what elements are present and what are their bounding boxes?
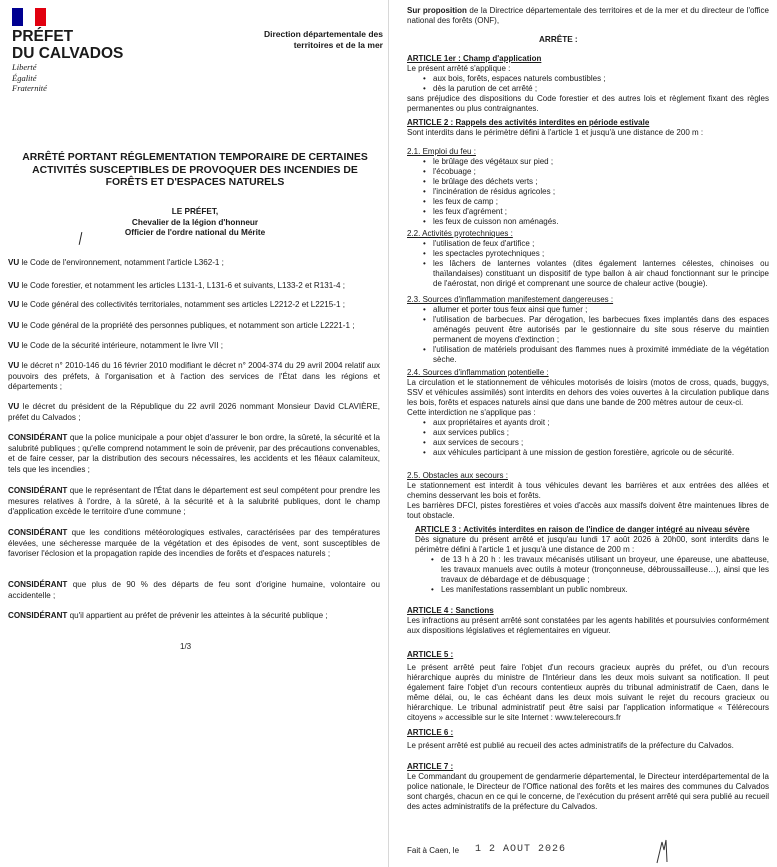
considerant-lead: CONSIDÉRANT xyxy=(8,486,68,495)
list-item: • de 13 h à 20 h : les travaux mécanisés utilisant un broyeur, une épareuse, une abatteuse, les travaux manuels avec outils à moteur (tronçonneuse, débroussailleuse…), ainsi que les travaux de débardage et de débusquage ; xyxy=(441,555,769,585)
proposal-lead: Sur proposition xyxy=(407,6,467,15)
motto-fraternite: Fraternité xyxy=(12,83,47,93)
section-2-5-text-2: Les barrières DFCI, pistes forestières et voies d'accès aux massifs doivent être maintenues libres de tout obstacle. xyxy=(407,501,769,520)
direction-line-1: Direction départementale des xyxy=(263,29,383,39)
date-stamp: 1 2 AOUT 2026 xyxy=(475,844,567,855)
section-2-1-list xyxy=(407,157,769,227)
signature-mark xyxy=(655,838,669,864)
article-2-intro: Sont interdits dans le périmètre défini à l'article 1 et jusqu'à une distance de 200 m : xyxy=(407,128,704,137)
list-item: • allumer et porter tous feux ainsi que fumer ; xyxy=(433,305,769,315)
section-2-2-list xyxy=(407,239,769,289)
article-3-intro: Dès signature du présent arrêté et jusqu'au lundi 17 août 2026 à 20h00, sont interdits dans le périmètre défini à l'article 1 et jusqu'à une distance de 200 m : xyxy=(415,535,769,554)
article-6-text: Le présent arrêté est publié au recueil des actes administratifs de la préfecture du Calvados. xyxy=(407,741,734,750)
section-2-5 xyxy=(407,471,769,521)
list-item: • aux véhicules participant à une mission de gestion forestière, agricole ou de sécurité. xyxy=(433,448,769,458)
article-4-text: Les infractions au présent arrêté sont constatées par les agents habilités et poursuivies conformément aux dispositions législatives et réglementaires en vigueur. xyxy=(407,616,769,635)
prefet-block xyxy=(90,207,300,239)
list-item: • l'incinération de résidus agricoles ; xyxy=(433,187,769,197)
considerant-lead: CONSIDÉRANT xyxy=(8,433,68,442)
visa-text: le Code général de la propriété des personnes publiques, et notamment son article L2221-1 ; xyxy=(19,321,355,330)
article-1-after: sans préjudice des dispositions du Code forestier et des autres lois et règlement fixant des règles permanentes ou plus contraignantes. xyxy=(407,94,769,113)
page-number: 1/3 xyxy=(180,642,192,651)
visa-lead: VU xyxy=(8,300,20,309)
signature-place: Fait à Caen, le xyxy=(407,846,460,855)
proposal-paragraph xyxy=(407,6,769,26)
article-2-title: ARTICLE 2 : Rappels des activités interdites en période estivale xyxy=(407,118,650,127)
list-item: • l'utilisation de barbecues. Par dérogation, les barbecues fixes implantés dans des espaces aménagés peuvent être autorisés par le gestionnaire du site sous réserve du maintien permanent de moyens d'extinction ; xyxy=(433,315,769,345)
list-item: • aux bois, forêts, espaces naturels combustibles ; xyxy=(433,74,769,84)
list-item: • les spectacles pyrotechniques ; xyxy=(433,249,769,259)
visa-text: le décret n° 2010-146 du 16 février 2010 modifiant le décret n° 2004-374 du 29 avril 2004 relatif aux pouvoirs des préfets, à l'organisation et à l'action des services de l'État dans les régions et départements ; xyxy=(8,361,380,392)
article-1-list xyxy=(407,74,769,94)
article-1-title: ARTICLE 1er : Champ d'application xyxy=(407,54,542,63)
visa-paragraph xyxy=(8,341,380,352)
list-item: • l'utilisation de feux d'artifice ; xyxy=(433,239,769,249)
considerant-paragraph xyxy=(8,580,380,601)
article-1 xyxy=(407,54,769,114)
considerant-paragraph xyxy=(8,528,380,560)
visa-lead: VU xyxy=(8,402,20,411)
visa-paragraph xyxy=(8,361,380,393)
prefet-honor-1: Chevalier de la légion d'honneur xyxy=(131,217,259,227)
article-7-title: ARTICLE 7 : xyxy=(407,762,454,771)
list-item: • les feux de camp ; xyxy=(433,197,769,207)
considerant-lead: CONSIDÉRANT xyxy=(8,528,68,537)
section-2-5-text: Le stationnement est interdit à tous véhicules devant les barrières et aux entrées des allées et chemins desservant les bois et forêts. xyxy=(407,481,769,500)
pen-mark xyxy=(79,232,83,245)
section-2-4-exceptions-intro: Cette interdiction ne s'applique pas : xyxy=(407,408,536,417)
article-7 xyxy=(407,762,769,812)
section-2-2-title: 2.2. Activités pyrotechniques : xyxy=(407,229,513,238)
prefecture-logo-title xyxy=(12,28,123,62)
section-2-4-title: 2.4. Sources d'inflammation potentielle : xyxy=(407,368,549,377)
list-item: • le brûlage des déchets verts ; xyxy=(433,177,769,187)
page-right xyxy=(389,0,777,867)
visa-text: le décret du président de la République du 22 avril 2026 nommant Monsieur David CLAVIÈRE, préfet du Calvados ; xyxy=(8,402,380,422)
considerant-text: que le représentant de l'État dans le département est seul compétent pour prendre les mesures relatives à l'ordre, à la sûreté, à la sécurité et à la salubrité publiques, dont le champ d'application excède le territoire d'une commune ; xyxy=(8,486,380,517)
considerant-text: qu'il appartient au préfet de prévenir les atteintes à la sécurité publique ; xyxy=(67,611,328,620)
considerant-paragraph xyxy=(8,611,380,622)
article-5 xyxy=(407,650,769,723)
list-item: • dès la parution de cet arrêté ; xyxy=(433,84,769,94)
visa-text: le Code général des collectivités territoriales, notamment ses articles L2212-2 et L2215-1 ; xyxy=(19,300,345,309)
considerant-text: que les conditions météorologiques estivales, caractérisées par des températures élevées, une sécheresse marquée de la végétation et des épisodes de vent, sont susceptibles de favoriser l'éclosion et la propagation rapide des incendies de forêts et d'espaces naturels ; xyxy=(8,528,380,559)
list-item: • aux propriétaires et ayants droit ; xyxy=(433,418,769,428)
article-2 xyxy=(407,118,769,138)
visa-paragraph xyxy=(8,321,380,332)
section-2-3-title: 2.3. Sources d'inflammation manifestement dangereuses : xyxy=(407,295,614,304)
section-2-3 xyxy=(407,295,769,365)
visa-paragraph xyxy=(8,258,380,269)
prefet-title: LE PRÉFET, xyxy=(171,207,219,216)
list-item: • l'écobuage ; xyxy=(433,167,769,177)
list-item: • le brûlage des végétaux sur pied ; xyxy=(433,157,769,167)
considerant-lead: CONSIDÉRANT xyxy=(8,611,68,620)
section-2-4-list xyxy=(407,418,769,458)
visa-text: le Code de la sécurité intérieure, notamment le livre VII ; xyxy=(19,341,224,350)
proposal-text: de la Directrice départementale des territoires et de la mer et du directeur de l'office national des forêts (ONF), xyxy=(407,6,769,25)
logo-line-1: PRÉFET xyxy=(12,28,74,45)
section-2-1-title: 2.1. Emploi du feu : xyxy=(407,147,476,156)
considerant-text: que plus de 90 % des départs de feu sont d'origine humaine, volontaire ou accidentelle ; xyxy=(8,580,380,600)
arrete-heading: ARRÊTE : xyxy=(539,35,578,44)
list-item: • l'utilisation de matériels produisant des flammes nues à proximité immédiate de la végétation sèche. xyxy=(433,345,769,365)
logo-line-2: DU CALVADOS xyxy=(12,45,124,62)
section-2-1 xyxy=(407,147,769,227)
motto-liberte: Liberté xyxy=(12,62,37,72)
considerant-lead: CONSIDÉRANT xyxy=(8,580,68,589)
list-item: • les feux de cuisson non aménagés. xyxy=(433,217,769,227)
article-7-text: Le Commandant du groupement de gendarmerie départemental, le Directeur interdépartemental de la police nationale, le Directeur de l'Office national des forêts et les maires des communes du Calvados sont chargés, chacun en ce qui le concerne, de l'exécution du présent arrêté qui sera publié au recueil des actes administratifs de la préfecture du Calvados. xyxy=(407,772,769,811)
issuing-direction xyxy=(228,29,383,51)
article-5-title: ARTICLE 5 : xyxy=(407,650,454,659)
section-2-5-title: 2.5. Obstacles aux secours : xyxy=(407,471,508,480)
visa-paragraph xyxy=(8,300,380,311)
section-2-2 xyxy=(407,229,769,289)
article-6-title: ARTICLE 6 : xyxy=(407,728,454,737)
visa-lead: VU xyxy=(8,361,20,370)
section-2-3-list xyxy=(407,305,769,365)
article-4-title: ARTICLE 4 : Sanctions xyxy=(407,606,494,615)
page-left xyxy=(0,0,388,867)
visa-text: le Code de l'environnement, notamment l'article L362-1 ; xyxy=(19,258,224,267)
visa-lead: VU xyxy=(8,341,20,350)
section-2-4-text: La circulation et le stationnement de véhicules motorisés de loisirs (motos de cross, quads, buggys, SSV et véhicules assimilés) sont interdits en dehors des voies ouvertes à la circulation publique dans les bois, forêts et espaces naturels ainsi que dans une bande de 200 mètres autour de ceux-ci. xyxy=(407,378,769,407)
republic-flag-logo xyxy=(12,8,46,26)
article-3-title: ARTICLE 3 : Activités interdites en raison de l'indice de danger intégré au niveau sévère xyxy=(415,525,750,534)
list-item: • les feux d'agrément ; xyxy=(433,207,769,217)
visa-lead: VU xyxy=(8,321,20,330)
document-title: ARRÊTÉ PORTANT RÉGLEMENTATION TEMPORAIRE DE CERTAINES ACTIVITÉS SUSCEPTIBLES DE PROVOQUER DES INCENDIES DE FORÊTS ET D'ESPACES NATURELS xyxy=(22,152,368,188)
visa-lead: VU xyxy=(8,258,20,267)
article-3 xyxy=(415,525,769,595)
section-2-4 xyxy=(407,368,769,458)
visa-lead: VU xyxy=(8,281,20,290)
considerant-paragraph xyxy=(8,486,380,518)
prefet-honor-2: Officier de l'ordre national du Mérite xyxy=(124,228,266,237)
article-4 xyxy=(407,606,769,636)
list-item: • aux services de secours ; xyxy=(433,438,769,448)
list-item: • les lâchers de lanternes volantes (dites également lanternes célestes, chinoises ou thaïlandaises) constituant un dispositif de type ballon à air chaud fonctionnant sur le principe de l'aérostat, non dirigé et comprenant une source de chaleur active (bougie). xyxy=(433,259,769,289)
visa-paragraph xyxy=(8,281,380,292)
article-3-list xyxy=(415,555,769,595)
article-1-intro: Le présent arrêté s'applique : xyxy=(407,64,511,73)
direction-line-2: territoires et de la mer xyxy=(293,40,383,50)
considerant-paragraph xyxy=(8,433,380,475)
motto-egalite: Égalité xyxy=(12,72,37,83)
visa-paragraph xyxy=(8,402,380,423)
article-5-text: Le présent arrêté peut faire l'objet d'un recours gracieux auprès du préfet, ou d'un recours hiérarchique auprès du ministre de l'Intérieur dans les deux mois suivant sa notification. Il peut également faire l'objet d'un recours contentieux auprès du tribunal administratif de Caen, dans le même délai, ou, le cas échéant dans les deux mois suivant le rejet du recours gracieux ou hiérarchique. Le tribunal administratif peut être saisi par l'application informatique « Télérecours citoyens » accessible sur le site Internet : www.telerecours.fr xyxy=(407,663,769,722)
considerant-text: que la police municipale a pour objet d'assurer le bon ordre, la sûreté, la sécurité et la salubrité publiques ; qu'elle comprend notamment le soin de prévenir, par des précautions convenables, et de faire cesser, par la distribution des secours nécessaires, les accidents et les fléaux calamiteux, tels que les incendies ; xyxy=(8,433,380,474)
list-item: • aux services publics ; xyxy=(433,428,769,438)
republic-motto xyxy=(12,62,47,94)
article-6 xyxy=(407,728,769,751)
list-item: • Les manifestations rassemblant un public nombreux. xyxy=(441,585,769,595)
visa-text: le Code forestier, et notamment les articles L131-1, L131-6 et suivants, L133-2 et R131-4 ; xyxy=(19,281,345,290)
